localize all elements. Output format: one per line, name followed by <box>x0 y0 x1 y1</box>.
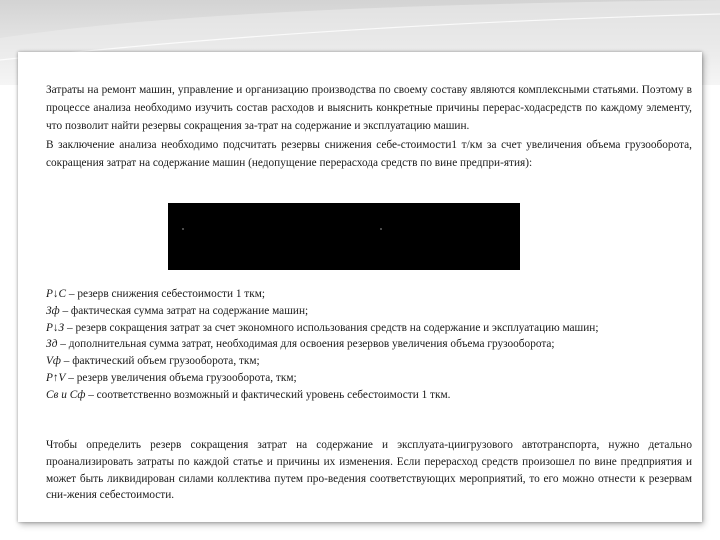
legend-text: – резерв сокращения затрат за счет экономного использования средств на содержание и эксплуатацию машин; <box>64 321 599 334</box>
formula-dot <box>380 228 382 230</box>
legend-text: – фактическая сумма затрат на содержание машин; <box>59 304 309 317</box>
paragraph-conclusion-analysis: В заключение анализа необходимо подсчитать резервы снижения себе-стоимости1 т/км за счет увеличения объема грузооборота, сокращения затрат на содержание машин (недопущение перерасхода средств по вине предпри-ятия): <box>46 138 692 169</box>
formula-image <box>168 203 520 270</box>
legend-text: – резерв увеличения объема грузооборота, ткм; <box>65 371 297 384</box>
legend-symbol: Зф <box>46 304 60 317</box>
legend-item <box>46 336 692 353</box>
legend-item <box>46 303 692 320</box>
legend-item <box>46 387 692 404</box>
formula-dot <box>182 228 184 230</box>
document-body <box>46 81 692 172</box>
legend-symbol: Св и Сф <box>46 388 86 401</box>
paragraph-intro: Затраты на ремонт машин, управление и организацию производства по своему составу являются комплексными статьями. Поэтому в процессе анализа необходимо изучить состав расходов и выяснить конкретные причины перерас-ходасредств по каждому элементу, что позволит найти резервы сокращения за-трат на содержание и эксплуатацию машин. <box>46 84 692 133</box>
paragraph-final-text: Чтобы определить резерв сокращения затрат на содержание и эксплуата-циигрузового автотранспорта, нужно детально проанализировать затраты по каждой статье и причины их изменения. Если перерасход средств произошел по вине предприятия и может быть ликвидирован силами коллектива путем про-ведения соответствующих мероприятий, то его можно отнести к резервам сни-жения себестоимости. <box>46 439 692 502</box>
formula-legend <box>46 286 692 404</box>
legend-text: – резерв снижения себестоимости 1 ткм; <box>66 288 266 300</box>
legend-text: – фактический объем грузооборота, ткм; <box>60 355 260 368</box>
legend-item <box>46 320 692 337</box>
legend-item <box>46 286 692 303</box>
legend-symbol: Vф <box>46 355 61 368</box>
legend-text: – соответственно возможный и фактический уровень себестоимости 1 ткм. <box>85 388 451 401</box>
legend-symbol: Р↑V <box>46 371 66 384</box>
legend-symbol: Р↓З <box>46 321 65 334</box>
legend-item <box>46 370 692 387</box>
legend-symbol: Р↓С <box>46 288 67 300</box>
legend-symbol: Зд <box>46 338 58 351</box>
paragraph-final <box>46 437 692 504</box>
legend-text: – дополнительная сумма затрат, необходимая для освоения резервов увеличения объема грузооборота; <box>57 338 555 351</box>
legend-item <box>46 353 692 370</box>
